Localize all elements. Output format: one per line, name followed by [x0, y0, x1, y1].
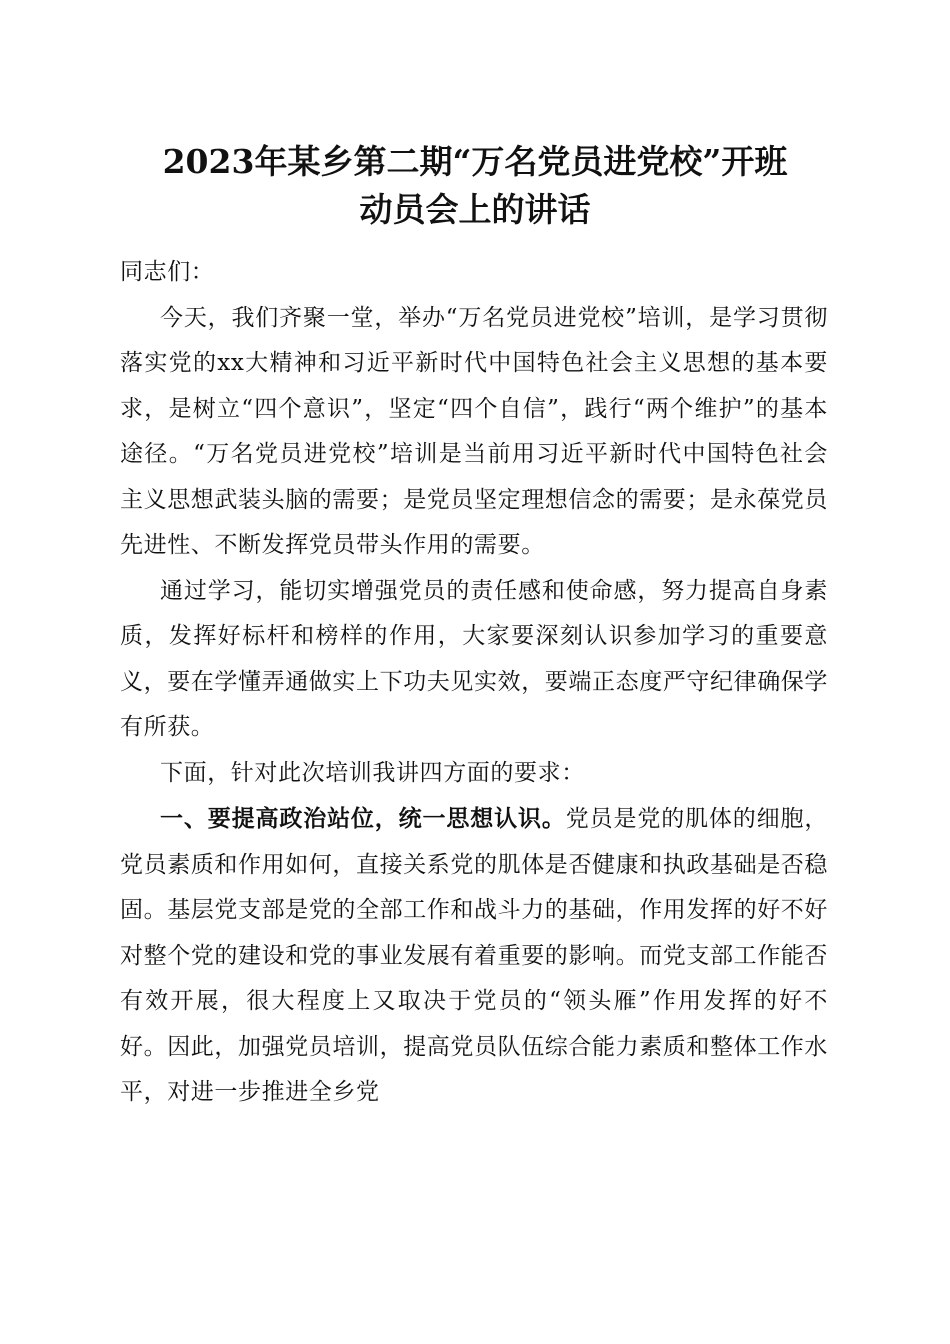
document-title [110, 138, 840, 234]
section-1-heading: 一、要提高政治站位，统一思想认识。 [160, 805, 566, 832]
paragraph-requirements-lead: 下面，针对此次培训我讲四方面的要求： [160, 759, 585, 786]
section-1-paragraph [120, 796, 828, 1116]
document-body [120, 250, 828, 1116]
section-1-text: 党员是党的肌体的细胞，党员素质和作用如何，直接关系党的肌体是否健康和执政基础是否稳固。基层党支部是党的全部工作和战斗力的基础，作用发挥的好不好对整个党的建设和党的事业发展有着重要的影响。而党支部工作能否有效开展，很大程度上又取决于党员的“领头雁”作用发挥的好不好。因此，加强党员培训，提高党员队伍综合能力素质和整体工作水平，对进一步推进全乡党 [120, 806, 828, 1105]
paragraph-intro: 今天，我们齐聚一堂，举办“万名党员进党校”培训，是学习贯彻落实党的xx大精神和习近平新时代中国特色社会主义思想的基本要求，是树立“四个意识”，坚定“四个自信”，践行“两个维护”的基本途径。“万名党员进党校”培训是当前用习近平新时代中国特色社会主义思想武装头脑的需要；是党员坚定理想信念的需要；是永葆党员先进性、不断发挥党员带头作用的需要。 [120, 304, 828, 558]
title-line-2: 动员会上的讲话 [359, 190, 591, 229]
paragraph-learning: 通过学习，能切实增强党员的责任感和使命感，努力提高自身素质，发挥好标杆和榜样的作用，大家要深刻认识参加学习的重要意义，要在学懂弄通做实上下功夫见实效，要端正态度严守纪律确保学有所获。 [120, 577, 828, 740]
salutation: 同志们： [120, 259, 215, 285]
title-line-1: 2023年某乡第二期“万名党员进党校”开班 [162, 142, 788, 181]
